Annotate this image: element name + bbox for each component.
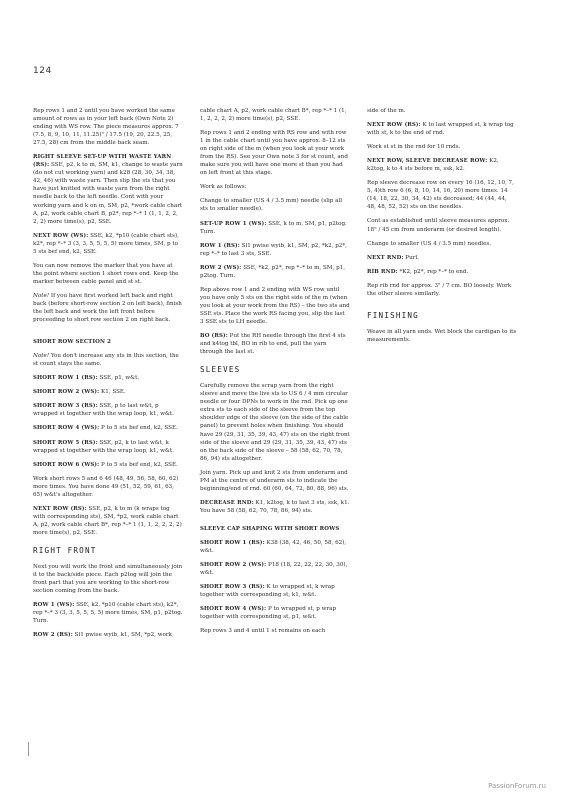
paragraph bbox=[33, 374, 183, 382]
instruction-text: K to last wrapped st, k wrap tog with st, k to the end of rnd. bbox=[367, 122, 514, 137]
instruction-lead: ROW 2 (RS): bbox=[33, 632, 73, 639]
paragraph bbox=[367, 254, 517, 262]
instruction-lead: ROW 1 (WS): bbox=[33, 602, 75, 609]
instruction-text: K2, k2tog, k to 4 sts before m, ssk, k2. bbox=[367, 158, 499, 173]
instruction-text: K to wrapped st, k wrap together with corresponding st, k1, w&t. bbox=[200, 584, 335, 599]
paragraph: Rep rows 3 and 4 until 1 st remains on each bbox=[200, 628, 326, 635]
note-lead: Note! bbox=[33, 292, 50, 299]
paragraph bbox=[200, 583, 350, 599]
paragraph bbox=[200, 539, 350, 555]
paragraph bbox=[200, 499, 350, 515]
paragraph bbox=[367, 157, 517, 173]
note-lead: Note! bbox=[33, 353, 50, 360]
paragraph bbox=[33, 232, 183, 256]
instruction-lead: SHORT ROW 2 (WS): bbox=[33, 389, 100, 396]
paragraph bbox=[200, 242, 350, 258]
instruction-lead: NEXT ROW, SLEEVE DECREASE ROW: bbox=[367, 158, 488, 165]
instruction-lead: RIGHT SLEEVE SET-UP WITH WASTE YARN (RS): bbox=[33, 154, 172, 169]
paragraph bbox=[33, 631, 183, 639]
instruction-lead: ROW 2 (WS): bbox=[200, 264, 242, 271]
paragraph bbox=[200, 220, 350, 236]
instruction-text: SSE, k to m, SM, p1, p2tog. Turn. bbox=[200, 220, 347, 235]
instruction-lead: SHORT ROW 4 (WS): bbox=[33, 425, 100, 432]
instruction-lead: SET-UP ROW 1 (WS): bbox=[200, 220, 267, 227]
instruction-text: SSE, p2, k to m, SM, k1, change to waste yarn (do not cut working yarn) and k28 (28, 30, 34, 38, 42, 46) with waste yarn. Then slip the sts that you have just knitted with waste yarn from the right needle back to the left needle. Cont with your working yarn and k on m, SM, p2, *work cable chart A, p2, work cable chart B, p2*, rep *–* 1 (1, 1, 2, 2, 2, 2) more time(s), p2, SSE. bbox=[33, 162, 183, 225]
paragraph: Rep rows 1 and 2 ending with RS row and with row 1 in the cable chart until you have approx. 8–12 sts on right side of the m (when you look at your work from the RS). See your Own note 3 for st count, and make sure you will have one more st than you had on left front at this stage. bbox=[200, 130, 348, 177]
subsection-heading: SLEEVE CAP SHAPING WITH SHORT ROWS bbox=[200, 525, 340, 532]
page-number: 124 bbox=[33, 66, 52, 76]
section-title: RIGHT FRONT bbox=[33, 545, 97, 555]
paragraph bbox=[33, 601, 183, 625]
instruction-lead: SHORT ROW 3 (RS): bbox=[33, 403, 98, 410]
instruction-text: K38 (38, 42, 46, 50, 58, 62), w&t. bbox=[200, 539, 347, 555]
instruction-text: K1, SSE. bbox=[99, 389, 126, 396]
section-title: FINISHING bbox=[367, 310, 419, 320]
instruction-lead: SHORT ROW 5 (RS): bbox=[33, 439, 98, 446]
instruction-lead: SHORT ROW 6 (WS): bbox=[33, 461, 100, 468]
instruction-lead: SHORT ROW 1 (RS): bbox=[33, 375, 98, 382]
instruction-lead: ROW 1 (RS): bbox=[200, 242, 240, 249]
instruction-text: SSE, k2, *p10 (cable chart sts), k2*, rep *–* 3 (3, 3, 5, 5, 5, 5) more times, SM, p1, p2tog. Turn. bbox=[33, 602, 183, 625]
instruction-text: P to 5 sts bef end, k2, SSE. bbox=[99, 461, 178, 468]
paragraph: Rep rows 1 and 2 until you have worked the same amount of rows as in your left back (Own Note 2) ending with WS row. The piece measures approx. 7 (7.5, 8, 9, 10, 11, 11.25)" / 17.5 (19, 20, 22.5, 25, 27.5, 28) cm from the middle back seam. bbox=[33, 108, 179, 147]
instruction-text: SSE, k2, *p10 (cable chart sts), k2*, rep *–* 3 (3, 3, 5, 5, 5, 5) more times, SM, p to 5 sts bef end, k2, SSE. bbox=[33, 232, 179, 255]
paragraph bbox=[33, 461, 183, 469]
paragraph: Rep rib rnd for approx. 3" / 7 cm. BO loosely. Work the other sleeve similarly. bbox=[367, 282, 512, 297]
subsection-heading: SHORT ROW SECTION 2 bbox=[33, 339, 111, 346]
paragraph bbox=[200, 332, 350, 356]
column-right bbox=[367, 107, 517, 350]
paragraph: side of the m. bbox=[367, 108, 406, 114]
margin-mark bbox=[28, 742, 29, 756]
instruction-text: P to wrapped st, p wrap together with corresponding st, p1, w&t. bbox=[200, 606, 337, 621]
instruction-lead: NEXT RND: bbox=[367, 254, 404, 261]
instruction-text: SSE, p2, k to m (k wraps tog with corresponding sts), SM, *p2, work cable chart A, p2, work cable chart B*, rep *–* 1 (1, 1, 2, 2, 2, 2) more time(s), p2, SSE. bbox=[33, 505, 182, 536]
instruction-text: SSE, p2, k to last w&t, k wrapped st together with the wrap loop, k1, w&t. bbox=[33, 439, 174, 454]
paragraph bbox=[33, 424, 183, 432]
instruction-lead: DECREASE RND: bbox=[200, 499, 254, 506]
paragraph bbox=[33, 153, 183, 225]
instruction-text: P to 5 sts bef end, k2, SSE. bbox=[99, 425, 178, 432]
paragraph: Rep sleeve decrease row on every 16 (16, 12, 10, 7, 5, 4)th row 6 (6, 8, 10, 14, 16, 20) more times. 14 (14, 18, 22, 30, 34, 42) sts decreased; 44 (44, 44, 48, 48, 52, 52) sts on the needles. bbox=[367, 180, 514, 211]
instruction-lead: SHORT ROW 1 (RS): bbox=[200, 539, 265, 546]
instruction-lead: NEXT ROW (WS): bbox=[33, 232, 89, 239]
instruction-lead: SHORT ROW 3 (RS): bbox=[200, 584, 265, 591]
instruction-text: *K2, p2*, rep *–* to end. bbox=[397, 268, 469, 275]
instruction-text: Sl1 pwise wyib, k1, SM, *p2, work bbox=[72, 632, 172, 639]
instruction-text: SSE, p1, w&t. bbox=[97, 375, 140, 382]
section-title: SLEEVES bbox=[200, 365, 241, 375]
instruction-lead: RIB RND: bbox=[367, 268, 398, 275]
paragraph: Work st st in the rnd for 10 rnds. bbox=[367, 144, 461, 151]
paragraph: Next you will work the front and simultaneously join it to the back/side piece. Each p2tog will join the front part that you are working to the short-row section coming from the back. bbox=[33, 564, 183, 595]
paragraph: You can now remove the marker that you have at the point where section 1 short rows end. Keep the marker between cable panel and st st. bbox=[33, 262, 179, 285]
paragraph: Change to smaller (US 4 / 3.5 mm) needles. bbox=[367, 240, 492, 247]
instruction-text: SSE, p to last w&t, p wrapped st together with the wrap loop, k1, w&t. bbox=[33, 403, 174, 418]
column-left bbox=[33, 107, 183, 645]
paragraph: cable chart A, p2, work cable chart B*, rep *–* 1 (1, 1, 2, 2, 2, 2) more time(s), p2, SSE. bbox=[200, 108, 347, 123]
note-text: You don't increase any sts in this section, the st count stays the same. bbox=[33, 353, 179, 368]
paragraph bbox=[33, 402, 183, 418]
paragraph bbox=[33, 292, 183, 324]
instruction-text: Purl. bbox=[403, 254, 419, 261]
instruction-lead: NEXT ROW (RS): bbox=[367, 122, 421, 129]
instruction-lead: SHORT ROW 2 (WS): bbox=[200, 562, 267, 569]
paragraph bbox=[200, 264, 350, 280]
paragraph bbox=[200, 561, 350, 577]
instruction-text: P18 (18, 22, 22, 22, 30, 30), w&t. bbox=[200, 562, 348, 577]
instruction-text: Put the RH needle through the first 4 sts and k4tog tbl, BO in rib to end, pull the yarn through the last st. bbox=[200, 333, 346, 356]
paragraph: Weave in all yarn ends. Wet block the cardigan to its measurements. bbox=[367, 328, 517, 343]
paragraph: Rep above row 1 and 2 ending with WS row until you have only 5 sts on the right side of the m (when you look at your work from the RS) – the two sts and SSE sts. Place the work RS facing you, slip the last 3 SSE sts to LH needle. bbox=[200, 286, 350, 325]
instruction-text: Sl1 pwise wyib, k1, SM, p2, *k2, p2*, rep *–* to last 3 sts, SSE. bbox=[200, 242, 347, 257]
paragraph bbox=[367, 268, 517, 276]
paragraph: Work as follows: bbox=[200, 184, 247, 191]
paragraph bbox=[33, 388, 183, 396]
instruction-lead: SHORT ROW 4 (WS): bbox=[200, 606, 267, 613]
instruction-text: SSE, *k2, p2*, rep *–* to m, SM, p1, p2tog. Turn. bbox=[200, 264, 345, 279]
note-text: If you have first worked left back and right back (before short-row section 2 on left back), finish the left back and work the left front before proceeding to short row section 2 on right back. bbox=[33, 292, 182, 324]
instruction-lead: NEXT ROW (RS): bbox=[33, 505, 87, 512]
column-middle bbox=[200, 107, 350, 641]
paragraph bbox=[33, 505, 183, 537]
paragraph bbox=[33, 439, 183, 455]
paragraph: Change to smaller (US 4 / 3.5 mm) needle (slip all sts to smaller needle). bbox=[200, 198, 343, 213]
paragraph: Cont as established until sleeve measures approx. 18" / 45 cm from underarm (or desired length). bbox=[367, 218, 510, 233]
paragraph: Carefully remove the scrap yarn from the right sleeve and move the live sts to US 6 / 4 mm circular needle or four DPNs to work in the rnd. Pick up one extra sts to each side of the sleeve from the top shoulder edge of the sleeve (on the side of the cable panel) to prevent holes when finishing. You should have 29 (29, 31, 35, 39, 43, 47) sts on the right front side of the sleeve and 29 (29, 31, 35, 39, 43, 47) sts on the back side of the sleeve – 58 (58, 62, 70, 78, 86, 94) sts altogether. bbox=[200, 383, 350, 462]
instruction-lead: BO (RS): bbox=[200, 333, 228, 340]
watermark: PassionForum.ru bbox=[488, 782, 546, 790]
paragraph: Join yarn. Pick up and knit 2 sts from underarm and PM at the centre of underarm sts to indicate the beginning/end of rnd. 60 (60, 64, 72, 80, 88, 96) sts. bbox=[200, 469, 349, 492]
paragraph: Work short rows 5 and 6 46 (48, 49, 56, 58, 60, 62) more times. You have done 49 (51, 52, 59, 61, 63, 65) w&t's altogether. bbox=[33, 475, 179, 498]
paragraph bbox=[367, 121, 517, 137]
paragraph bbox=[33, 352, 183, 368]
paragraph bbox=[200, 605, 350, 621]
instruction-text: K1, k2tog, k to last 3 sts, ssk, k1. You have 58 (58, 62, 70, 78, 86, 94) sts. bbox=[200, 499, 350, 514]
